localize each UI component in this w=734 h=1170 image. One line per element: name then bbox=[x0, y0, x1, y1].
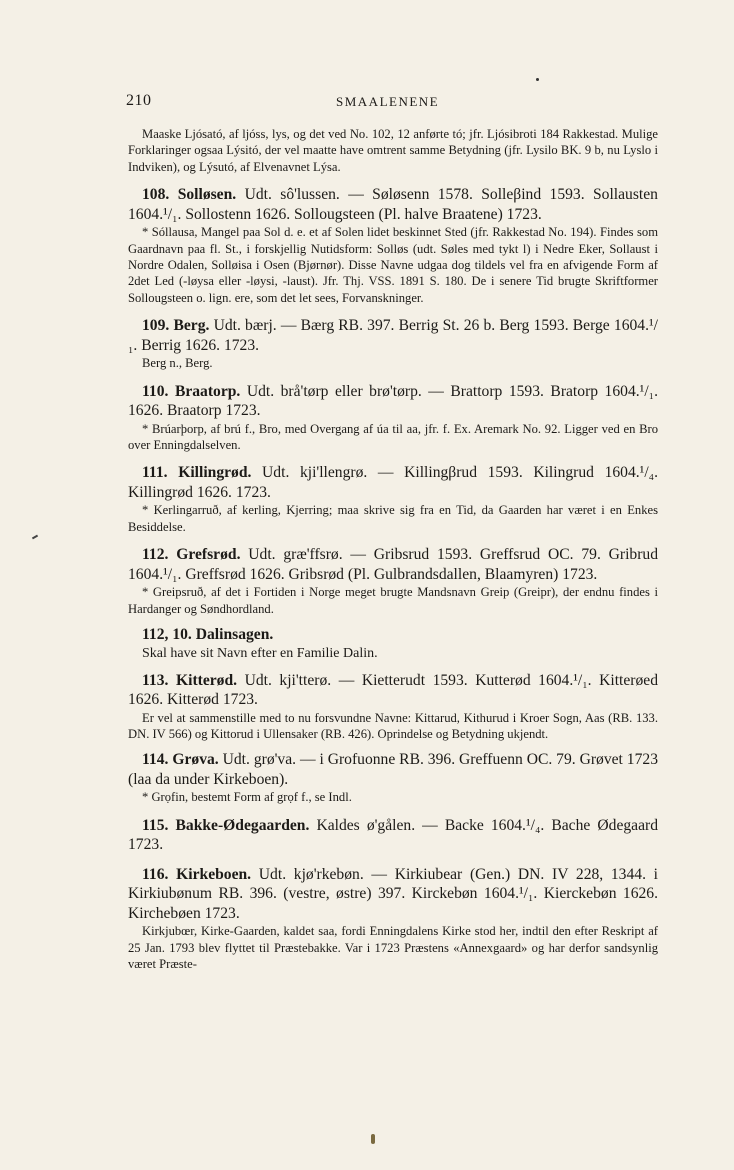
entry-name: Berg. bbox=[173, 317, 210, 335]
entry-number: 110. bbox=[142, 382, 169, 400]
entry-note: * Sóllausa, Mangel paa Sol d. e. et af Solen lidet beskinnet Sted (jfr. Rakkestad No. 194). Findes som Gaardnavn paa fl. St., i forskjellig Nutidsform: Solløs (udt. Søles med tykt l) i Nedre Eker, Sollaust i Nordre Odalen, Solløisa i Osen (Bjørnør). Disse Navne udgaa dog tildels vel fra en afvigende Form af 2det Led (-løysa eller -løysi, -laust). Jfr. Thj. VSS. 1891 S. 180. De i senere Tid brugte Skriftformer Sollougsteen o. lign. ere, som det let sees, Forvanskninger. bbox=[128, 225, 658, 305]
entry-name: Dalinsagen. bbox=[195, 626, 274, 644]
entry-body: Udt. bærj. — Bærg RB. 397. Berrig St. 26 b. Berg 1593. Berge 1604.¹/₁. Berrig 1626. 1723. bbox=[128, 317, 658, 354]
entry-name: Kirkeboen. bbox=[176, 865, 252, 883]
entry-body: Udt. græ'ffsrø. — Gribsrud 1593. Greffsrud OC. 79. Gribrud 1604.¹/₁. Greffsrød 1626. Gribsrød (Pl. Gulbrandsdallen, Blaamyren) 1723. bbox=[128, 546, 658, 583]
entry-number: 109. bbox=[142, 317, 170, 335]
entry-number: 113. bbox=[142, 671, 169, 689]
entry-number: 111. bbox=[142, 464, 168, 482]
entry-115 bbox=[128, 816, 658, 855]
entry-111 bbox=[128, 463, 658, 535]
entry-number: 115. bbox=[142, 816, 169, 834]
entry-body: Udt. kji'tterø. — Kietterudt 1593. Kutterød 1604.¹/₁. Kitterøed 1626. Kitterød 1723. bbox=[128, 671, 659, 709]
margin-mark bbox=[32, 535, 38, 540]
entry-text bbox=[128, 750, 658, 789]
entry-112 bbox=[128, 545, 658, 617]
entry-109 bbox=[128, 316, 658, 371]
entry-note: * Grọfin, bestemt Form af grọf f., se Indl. bbox=[142, 790, 352, 805]
entry-113 bbox=[128, 671, 658, 743]
entry-body: Udt. grø'va. — i Grofuonne RB. 396. Greffuenn OC. 79. Grøvet 1723 (laa da under Kirkeboen). bbox=[128, 751, 658, 788]
entry-number: 116. bbox=[142, 865, 169, 883]
entry-number: 114. bbox=[142, 751, 169, 769]
entry-note: Kirkjubœr, Kirke-Gaarden, kaldet saa, fordi Enningdalens Kirke stod her, indtil den efter Reskript af 25 Jan. 1793 blev flyttet til Præstebakke. Var i 1723 Præstens «Annexgaard» og har derfor sandsynlig været Præste- bbox=[128, 924, 658, 972]
entry-number: 112, 10. bbox=[142, 626, 192, 644]
entry-text bbox=[128, 671, 658, 710]
entry-116 bbox=[128, 865, 658, 973]
entry-body: Udt. kjø'rkebøn. — Kirkiubear (Gen.) DN. IV 228, 1344. i Kirkiubønum RB. 396. (vestre, østre) 397. Kirckebøn 1604.¹/₁. Kierckebøn 1626. Kirchebøen 1723. bbox=[128, 865, 658, 922]
ink-dot bbox=[536, 78, 539, 81]
entry-112-10 bbox=[128, 625, 658, 663]
entry-name: Grøva. bbox=[172, 751, 219, 769]
entry-text bbox=[128, 865, 658, 924]
entry-text bbox=[128, 545, 658, 584]
entry-name: Braatorp. bbox=[174, 382, 241, 400]
entry-note: Berg n., Berg. bbox=[142, 356, 213, 371]
entry-name: Kitterød. bbox=[175, 671, 238, 689]
page-header bbox=[126, 92, 654, 114]
entry-110 bbox=[128, 382, 658, 454]
entry-text bbox=[128, 625, 658, 645]
entry-114 bbox=[128, 750, 658, 805]
entry-note: * Kerlingarruð, af kerling, Kjerring; maa skrive sig fra en Tid, da Gaarden har været i en Enkes Besiddelse. bbox=[128, 503, 658, 534]
entry-body: Kaldes ø'gålen. — Backe 1604.¹/₄. Bache Ødegaard 1723. bbox=[128, 816, 658, 854]
entry-name: Grefsrød. bbox=[176, 546, 241, 564]
entry-note: * Greipsruð, af det i Fortiden i Norge meget brugte Mandsnavn Greip (Greipr), der endnu findes i Hardanger og Søndhordland. bbox=[128, 585, 658, 616]
page-content bbox=[128, 126, 658, 973]
entry-body: Udt. sô'lussen. — Søløsenn 1578. Solleβind 1593. Sollausten 1604.¹/₁. Sollostenn 1626. Sollougsteen (Pl. halve Braatene) 1723. bbox=[128, 186, 658, 223]
entry-name: Solløsen. bbox=[177, 186, 237, 204]
entry-number: 112. bbox=[142, 546, 169, 564]
entry-text bbox=[128, 816, 658, 855]
entry-text bbox=[128, 463, 658, 502]
entry-text bbox=[128, 185, 658, 224]
entry-name: Killingrød. bbox=[178, 464, 252, 482]
running-head: SMAALENENE bbox=[336, 94, 440, 109]
page-number: 210 bbox=[126, 92, 152, 109]
entry-note: * Brúarþorp, af brú f., Bro, med Overgang af úa til aa, jfr. f. Ex. Aremark No. 92. Ligger ved en Bro over Enningdalselven. bbox=[128, 421, 658, 453]
entry-note: Skal have sit Navn efter en Familie Dalin. bbox=[142, 645, 378, 661]
entry-text bbox=[128, 382, 658, 421]
intro-paragraph: Maaske Ljósató, af ljóss, lys, og det ved No. 102, 12 anførte tó; jfr. Ljósibroti 184 Rakkestad. Mulige Forklaringer ogsaa Lýsitó, der vel maatte have omtrent samme Betydning (jfr. Lysilo BK. 9 b, nu Lyslo i Indviken), og Lýsutó, af Elvenavnet Lýsa. bbox=[128, 127, 658, 174]
entry-body: Udt. kji'llengrø. — Killingβrud 1593. Kilingrud 1604.¹/₄. Killingrød 1626. 1723. bbox=[128, 464, 659, 501]
entry-text bbox=[128, 316, 658, 355]
entry-number: 108. bbox=[142, 186, 170, 204]
entry-note: Er vel at sammenstille med to nu forsvundne Navne: Kittarud, Kithurud i Kroer Sogn, Aas (RB. 133. DN. IV 566) og Kittorud i Ullensaker (RB. 426). Oprindelse og Betydning ukjendt. bbox=[128, 710, 658, 741]
entry-108 bbox=[128, 185, 658, 306]
page-stain-mark bbox=[371, 1134, 375, 1144]
entry-body: Udt. brå'tørp eller brø'tørp. — Brattorp 1593. Bratorp 1604.¹/₁. 1626. Braatorp 1723. bbox=[128, 382, 658, 420]
entry-name: Bakke-Ødegaarden. bbox=[175, 816, 310, 834]
